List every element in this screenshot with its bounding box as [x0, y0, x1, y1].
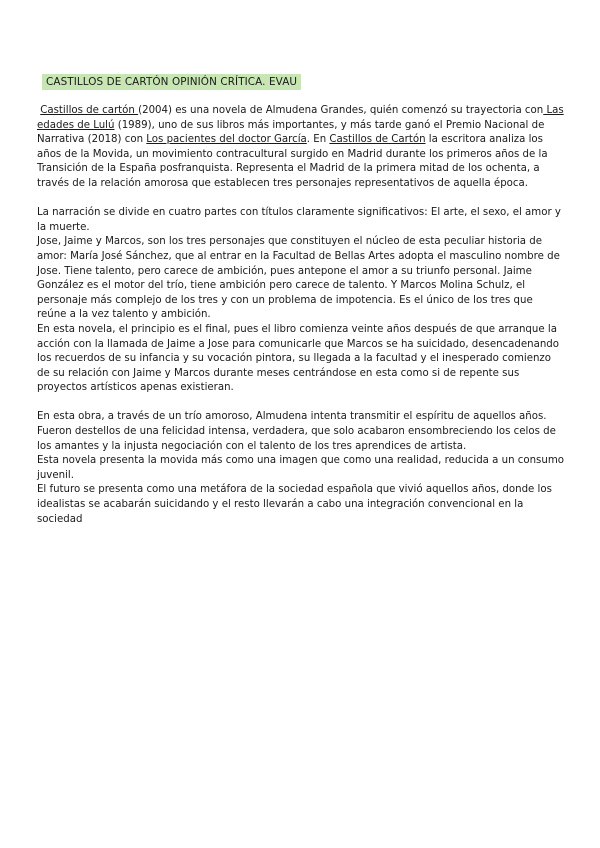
paragraph-gap: [37, 396, 565, 411]
paragraph-characters: Jose, Jaime y Marcos, son los tres personajes que constituyen el núcleo de esta peculiar historia de amor: María José Sánchez, que al entrar en la Facultad de Bellas Artes adopta el masculino nombre de Jose. Tiene talento, pero carece de ambición, pues antepone el amor a su triunfo personal. Jaime González es el motor del trío, tiene ambición pero carece de talento. Y Marcos Molina Schulz, el personaje más complejo de los tres y con un problema de impotencia. Es el único de los tres que reúne a la vez talento y ambición.: [37, 236, 560, 321]
intro-paragraph: [37, 104, 565, 192]
title-block: [42, 70, 301, 90]
link-castillos-de-carton-2[interactable]: Castillos de Cartón: [329, 134, 426, 146]
intro-text-2: (1989), uno de sus libros más importantes, y más tarde ganó el Premio Nacional de Narrativa (2018) con: [37, 119, 545, 146]
link-castillos-de-carton[interactable]: Castillos de cartón: [40, 105, 139, 116]
intro-text-1: (2004) es una novela de Almudena Grandes, quién comenzó su trayectoria con: [138, 105, 544, 116]
paragraph-future: El futuro se presenta como una metáfora de la sociedad española que vivió aquellos años, donde los idealistas se acabarán suicidando y el resto llevarán a cabo una integración convencional en la sociedad: [37, 484, 552, 525]
paragraph-movida: Esta novela presenta la movida más como una imagen que como una realidad, reducida a un consumo juvenil.: [37, 455, 564, 481]
paragraph-spirit: En esta obra, a través de un trío amoroso, Almudena intenta transmitir el espíritu de aquellos años. Fueron destellos de una felicidad intensa, verdadera, que solo acabaron ensombreciendo los celos de los amantes y la injusta negociación con el talento de los tres aprendices de artista.: [37, 411, 556, 452]
intro-text-3: . En: [306, 134, 330, 146]
document-title: CASTILLOS DE CARTÓN OPINIÓN CRÍTICA. EVAU: [42, 74, 301, 90]
document-body: [37, 104, 565, 527]
link-los-pacientes-del-doctor-garcia[interactable]: Los pacientes del doctor García: [146, 134, 307, 146]
paragraph-structure: La narración se divide en cuatro partes con títulos claramente significativos: El arte, el sexo, el amor y la muerte.: [37, 207, 561, 233]
intro-text-4: la escritora analiza los años de la Movida, un movimiento contracultural surgido en Madrid durante los primeros años de la Transición de la España posfranquista. Representa el Madrid de la primera mitad de los ochenta, a través de la relación amorosa que establecen tres personajes representativos de aquella época.: [37, 134, 548, 189]
link-las-edades-de-lulu[interactable]: Las edades de Lulú: [37, 105, 564, 131]
paragraph-beginning-end: En esta novela, el principio es el final, pues el libro comienza veinte años después de que arranque la acción con la llamada de Jaime a Jose para comunicarle que Marcos se ha suicidado, desencadenando los recuerdos de su infancia y su vocación pintora, su llegada a la facultad y el inesperado comienzo de su relación con Jaime y Marcos durante meses centrándose en esta como si de repente sus proyectos artísticos apenas existieran.: [37, 323, 559, 394]
paragraph-gap: [37, 192, 565, 207]
